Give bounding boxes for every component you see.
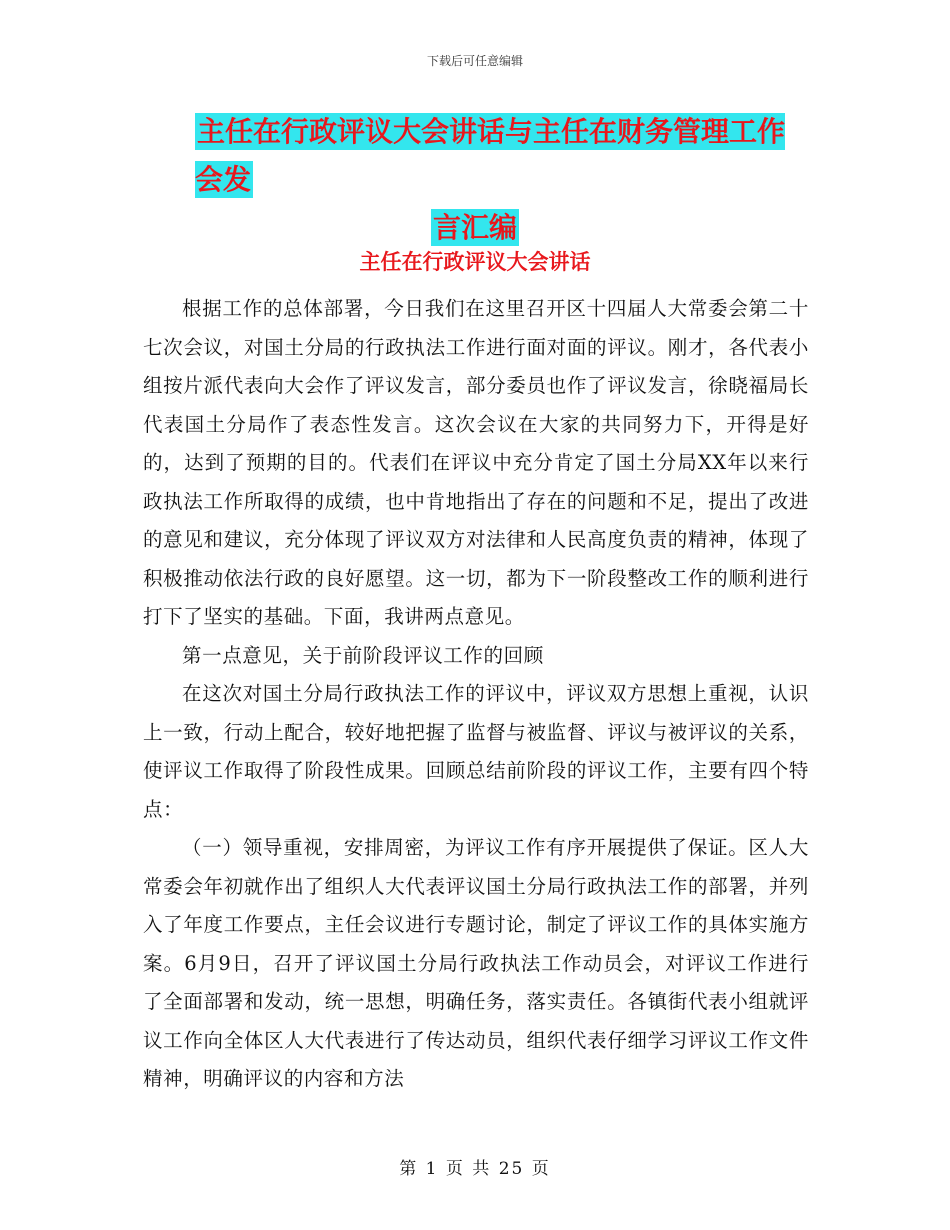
title-line-2-text: 言汇编 — [432, 211, 517, 244]
title-line-1 — [140, 108, 810, 204]
section-title: 主任在行政评议大会讲话 — [359, 250, 591, 274]
total-pages: 25 — [498, 1159, 525, 1179]
page-number: 1 — [425, 1159, 439, 1179]
body-text — [143, 290, 809, 1099]
paragraph-2: 第一点意见，关于前阶段评议工作的回顾 — [182, 643, 544, 667]
title-line-2 — [140, 204, 810, 252]
title-line-1-text: 主任在行政评议大会讲话与主任在财务管理工作会发 — [195, 115, 786, 196]
footer-prefix: 第 — [399, 1159, 419, 1179]
paragraph-4: （一）领导重视，安排周密，为评议工作有序开展提供了保证。区人大常委会年初就作出了组织人大代表评议国土分局行政执法工作的部署，并列入了年度工作要点，主任会议进行专题讨论，制定了评议工作的具体实施方案。6月9日，召开了评议国土分局行政执法工作动员会，对评议工作进行了全面部署和发动，统一思想，明确任务，落实责任。各镇街代表小组就评议工作向全体区人大代表进行了传达动员，组织代表仔细学习评议工作文件精神，明确评议的内容和方法 — [143, 836, 809, 1090]
footer-suffix: 页 — [531, 1159, 551, 1179]
paragraph-1: 根据工作的总体部署，今日我们在这里召开区十四届人大常委会第二十七次会议，对国土分局的行政执法工作进行面对面的评议。刚才，各代表小组按片派代表向大会作了评议发言，部分委员也作了评议发言，徐晓福局长代表国土分局作了表态性发言。这次会议在大家的共同努力下，开得是好的，达到了预期的目的。代表们在评议中充分肯定了国土分局XX年以来行政执法工作所取得的成绩，也中肯地指出了存在的问题和不足，提出了改进的意见和建议，充分体现了评议双方对法律和人民高度负责的精神，体现了积极推动依法行政的良好愿望。这一切，都为下一阶段整改工作的顺利进行打下了坚实的基础。下面，我讲两点意见。 — [143, 297, 809, 628]
document-title — [140, 108, 810, 252]
page-footer — [0, 1154, 950, 1179]
header-note: 下载后可任意编辑 — [426, 54, 523, 68]
paragraph-3: 在这次对国土分局行政执法工作的评议中，评议双方思想上重视，认识上一致，行动上配合，较好地把握了监督与被监督、评议与被评议的关系，使评议工作取得了阶段性成果。回顾总结前阶段的评议工作，主要有四个特点： — [143, 682, 809, 821]
footer-mid: 页 共 — [445, 1159, 492, 1179]
